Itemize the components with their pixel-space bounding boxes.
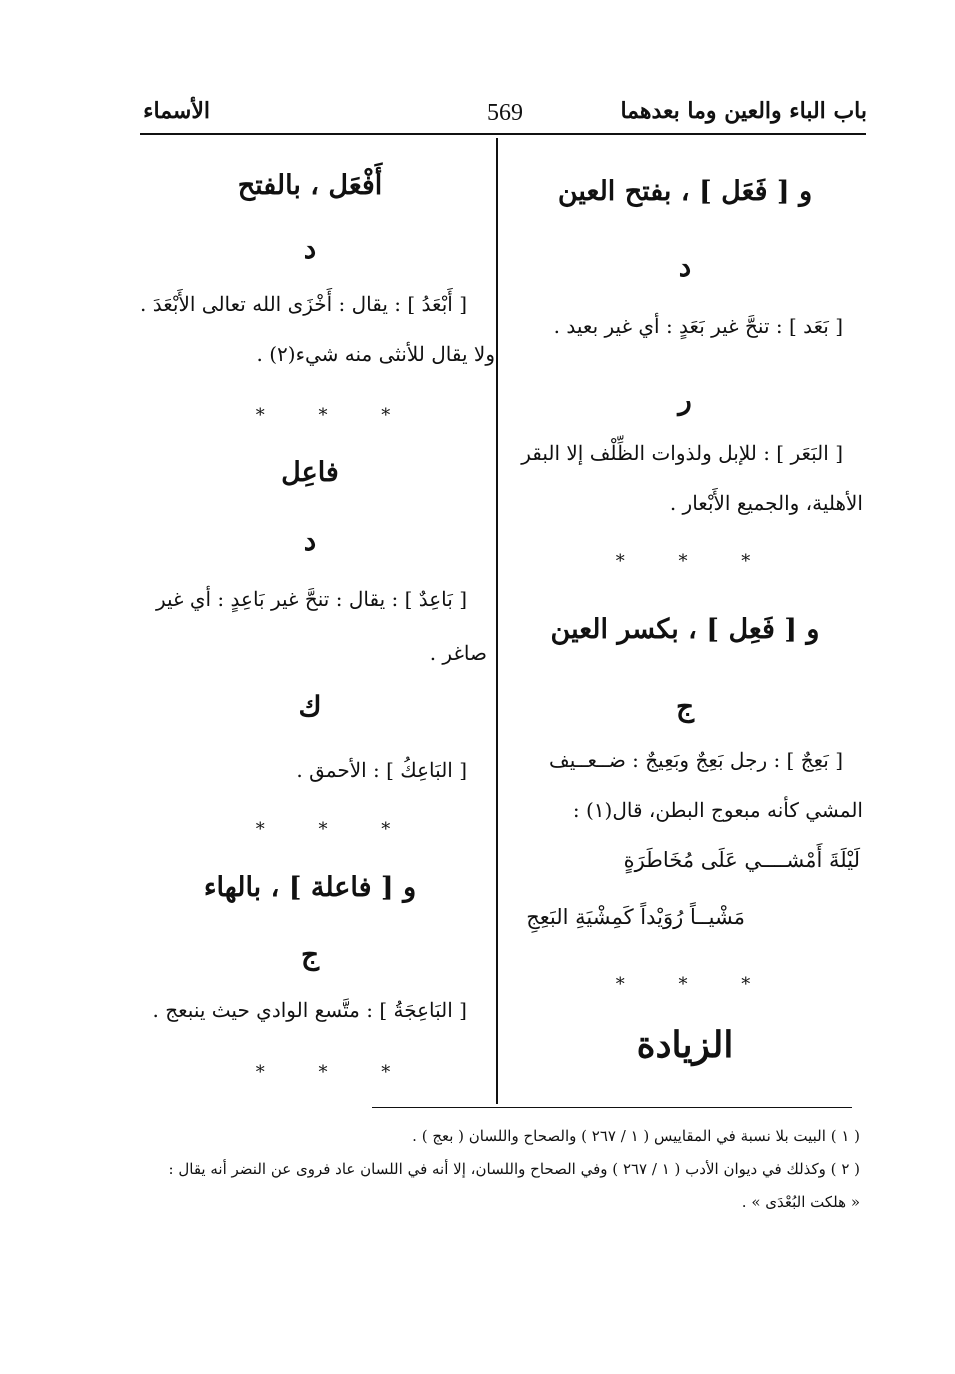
letter-jim: ج xyxy=(675,690,695,723)
right-heading-fa-al: و [ فَعَل ] ، بفتح العين xyxy=(557,176,813,207)
entry-baij-line1: [ بَعِجٌ ] : رجل بَعِجٌ وبَعِيجٌ : ضــعــيف xyxy=(549,748,843,772)
entry-abad-line1: [ أَبْعَدُ ] : يقال : أَخْزَى الله تعالى الأَبْعَدَ . xyxy=(140,292,467,316)
letter-dal: د xyxy=(678,250,692,283)
footnote-rule xyxy=(372,1107,852,1108)
entry-baar-line2: الأهلية، والجميع الأَبْعار . xyxy=(669,491,863,515)
entry-baad: [ بَعَد ] : تنحَّ غير بَعَدٍ : أي غير بعيد . xyxy=(553,314,843,338)
left-heading-fail: فاعِل xyxy=(281,457,339,488)
entry-baar-line1: [ البَعَر ] : للإبل ولذوات الظِّلْف إلا البقر xyxy=(521,441,843,465)
entry-baak: [ البَاعِكُ ] : الأحمق . xyxy=(296,758,467,782)
verse-line1: لَيْلَةَ أَمْشــــي عَلَى مُخَاطَرَةٍ xyxy=(623,848,860,872)
stars-divider: * * * xyxy=(255,1062,415,1083)
footnote-1: ( ١ ) البيت بلا نسبة في المقاييس ( ١ / ٢٦٧ ) والصحاح واللسان ( بعج ) . xyxy=(412,1127,860,1145)
running-title-left: الأسماء xyxy=(143,98,210,124)
left-heading-afal: أَفْعَل ، بالفتح xyxy=(237,170,383,201)
header-rule xyxy=(140,133,866,135)
footnote-2-line2: « هلكت البُعْدَى » . xyxy=(741,1193,860,1211)
entry-abad-line2: ولا يقال للأنثى منه شيء(٢) . xyxy=(256,342,495,366)
entry-baija: [ البَاعِجَةُ ] : متَّسع الوادي حيث ينبعج . xyxy=(152,998,467,1022)
stars-divider: * * * xyxy=(255,405,415,426)
footnote-2-line1: ( ٢ ) وكذلك في ديوان الأدب ( ١ / ٢٦٧ ) وفي الصحاح واللسان، إلا أنه في اللسان عاد فروى عن النضر أنه يقال : xyxy=(168,1160,860,1178)
entry-baid-line1: [ بَاعِدٌ ] : يقال : تنحَّ غير بَاعِدٍ : أي غير xyxy=(155,587,467,611)
page-number: 569 xyxy=(487,100,523,126)
letter-kaf: ك xyxy=(298,690,322,723)
letter-dal: د xyxy=(303,232,317,265)
letter-dal: د xyxy=(303,524,317,557)
running-title-right: باب الباء والعين وما بعدهما xyxy=(620,98,867,124)
stars-divider: * * * xyxy=(615,974,775,995)
stars-divider: * * * xyxy=(615,551,775,572)
letter-jim: ج xyxy=(300,938,320,971)
column-divider xyxy=(496,138,498,1104)
section-title-ziyada: الزيادة xyxy=(636,1024,734,1066)
left-heading-faila: و [ فاعلة ] ، بالهاء xyxy=(203,872,417,903)
right-heading-fa-il: و [ فَعِل ] ، بكسر العين xyxy=(550,614,820,645)
entry-baij-line2: المشي كأنه مبعوج البطن، قال(١) : xyxy=(572,798,863,822)
stars-divider: * * * xyxy=(255,819,415,840)
verse-line2: مَشْيــاً رُوَيْداً كَمِشْيَةِ البَعِجِ xyxy=(526,905,745,929)
entry-baid-line2: صاغر . xyxy=(429,641,487,665)
letter-ra: ر xyxy=(678,383,692,416)
